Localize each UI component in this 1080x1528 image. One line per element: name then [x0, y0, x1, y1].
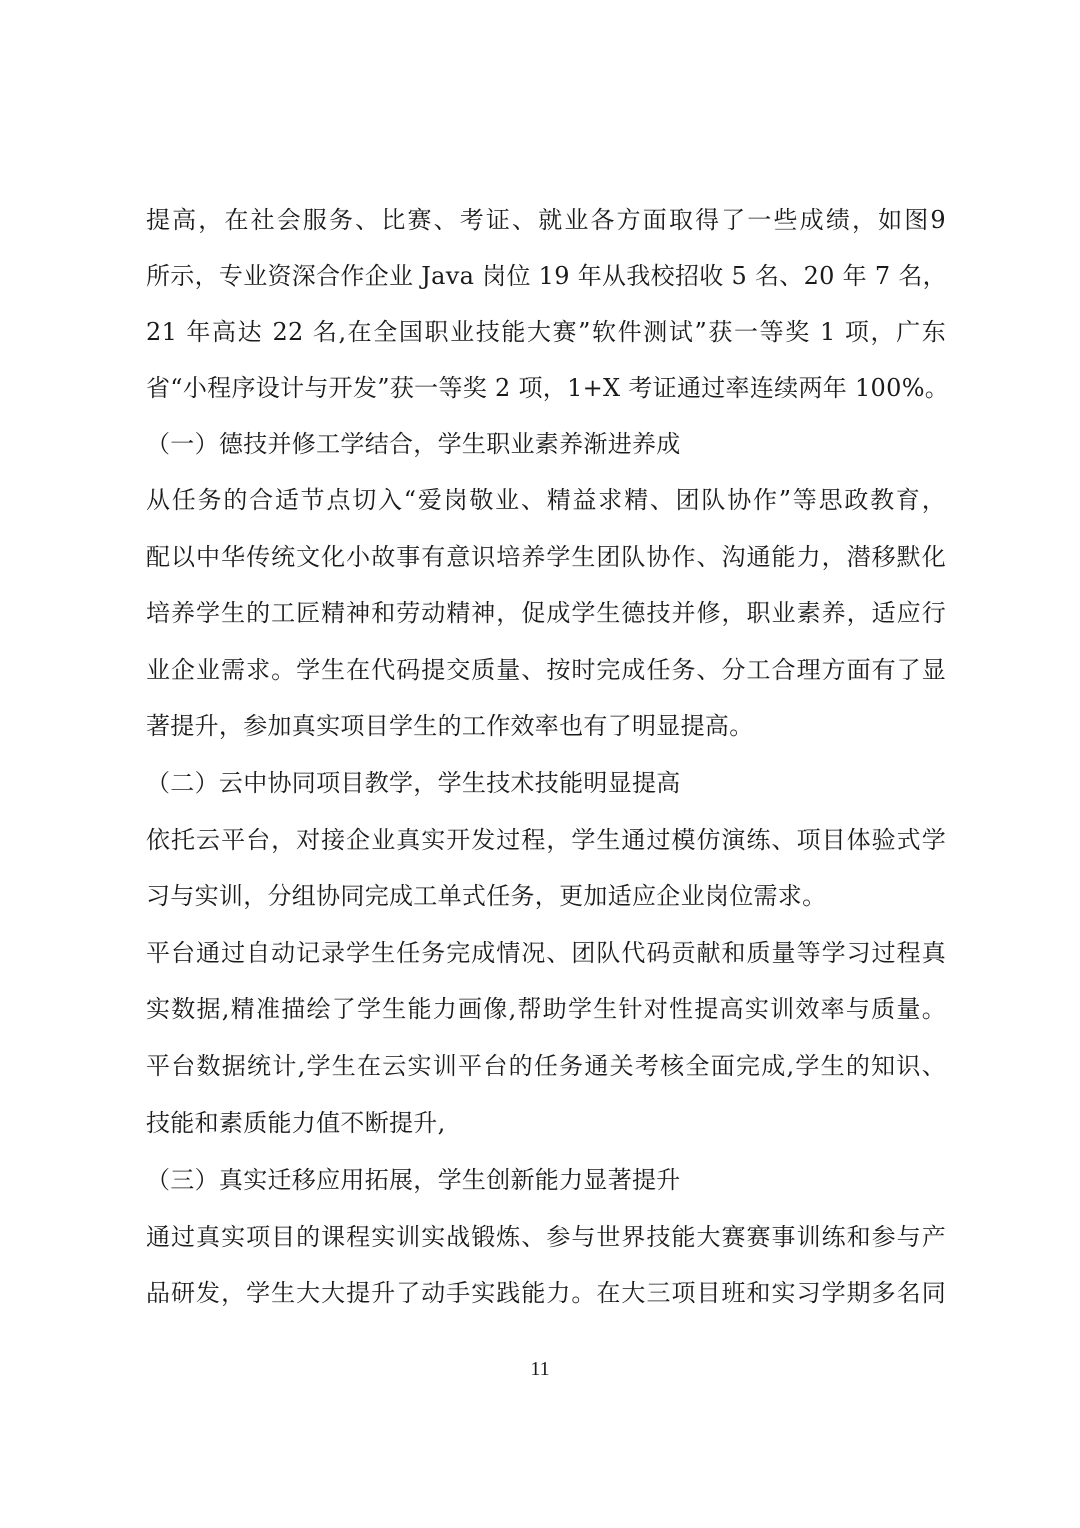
paragraph-line: 所示，专业资深合作企业 Java 岗位 19 年从我校招收 5 名、20 年 7 名，	[146, 262, 947, 290]
page-number: 11	[530, 1358, 550, 1380]
paragraph-line: 实数据,精准描绘了学生能力画像,帮助学生针对性提高实训效率与质量。	[146, 995, 946, 1023]
paragraph-line: 通过真实项目的课程实训实战锻炼、参与世界技能大赛赛事训练和参与产	[146, 1223, 946, 1251]
paragraph-line: 培养学生的工匠精神和劳动精神，促成学生德技并修，职业素养，适应行	[146, 599, 946, 627]
paragraph-line: 21 年高达 22 名,在全国职业技能大赛”软件测试”获一等奖 1 项，广东	[146, 318, 946, 346]
paragraph-line: 省“小程序设计与开发”获一等奖 2 项，1+X 考证通过率连续两年 100%。	[146, 374, 950, 402]
section-heading-3: （三）真实迁移应用拓展，学生创新能力显著提升	[146, 1166, 681, 1194]
paragraph-line: 从任务的合适节点切入“爱岗敬业、精益求精、团队协作”等思政教育，	[146, 486, 946, 514]
paragraph-line-end: 著提升，参加真实项目学生的工作效率也有了明显提高。	[146, 712, 754, 740]
paragraph-line: 依托云平台，对接企业真实开发过程，学生通过模仿演练、项目体验式学	[146, 826, 946, 854]
paragraph-line-end: 技能和素质能力值不断提升,	[146, 1109, 446, 1137]
paragraph-line: 平台数据统计,学生在云实训平台的任务通关考核全面完成,学生的知识、	[146, 1052, 946, 1080]
paragraph-line: 业企业需求。学生在代码提交质量、按时完成任务、分工合理方面有了显	[146, 656, 946, 684]
paragraph-line: 平台通过自动记录学生任务完成情况、团队代码贡献和质量等学习过程真	[146, 939, 946, 967]
paragraph-line: 配以中华传统文化小故事有意识培养学生团队协作、沟通能力，潜移默化	[146, 543, 946, 571]
paragraph-line-end: 习与实训，分组协同完成工单式任务，更加适应企业岗位需求。	[146, 882, 827, 910]
section-heading-1: （一）德技并修工学结合，学生职业素养渐进养成	[146, 430, 681, 458]
paragraph-line: 提高，在社会服务、比赛、考证、就业各方面取得了一些成绩，如图9	[146, 206, 946, 234]
paragraph-line: 品研发，学生大大提升了动手实践能力。在大三项目班和实习学期多名同	[146, 1279, 946, 1307]
section-heading-2: （二）云中协同项目教学，学生技术技能明显提高	[146, 769, 681, 797]
